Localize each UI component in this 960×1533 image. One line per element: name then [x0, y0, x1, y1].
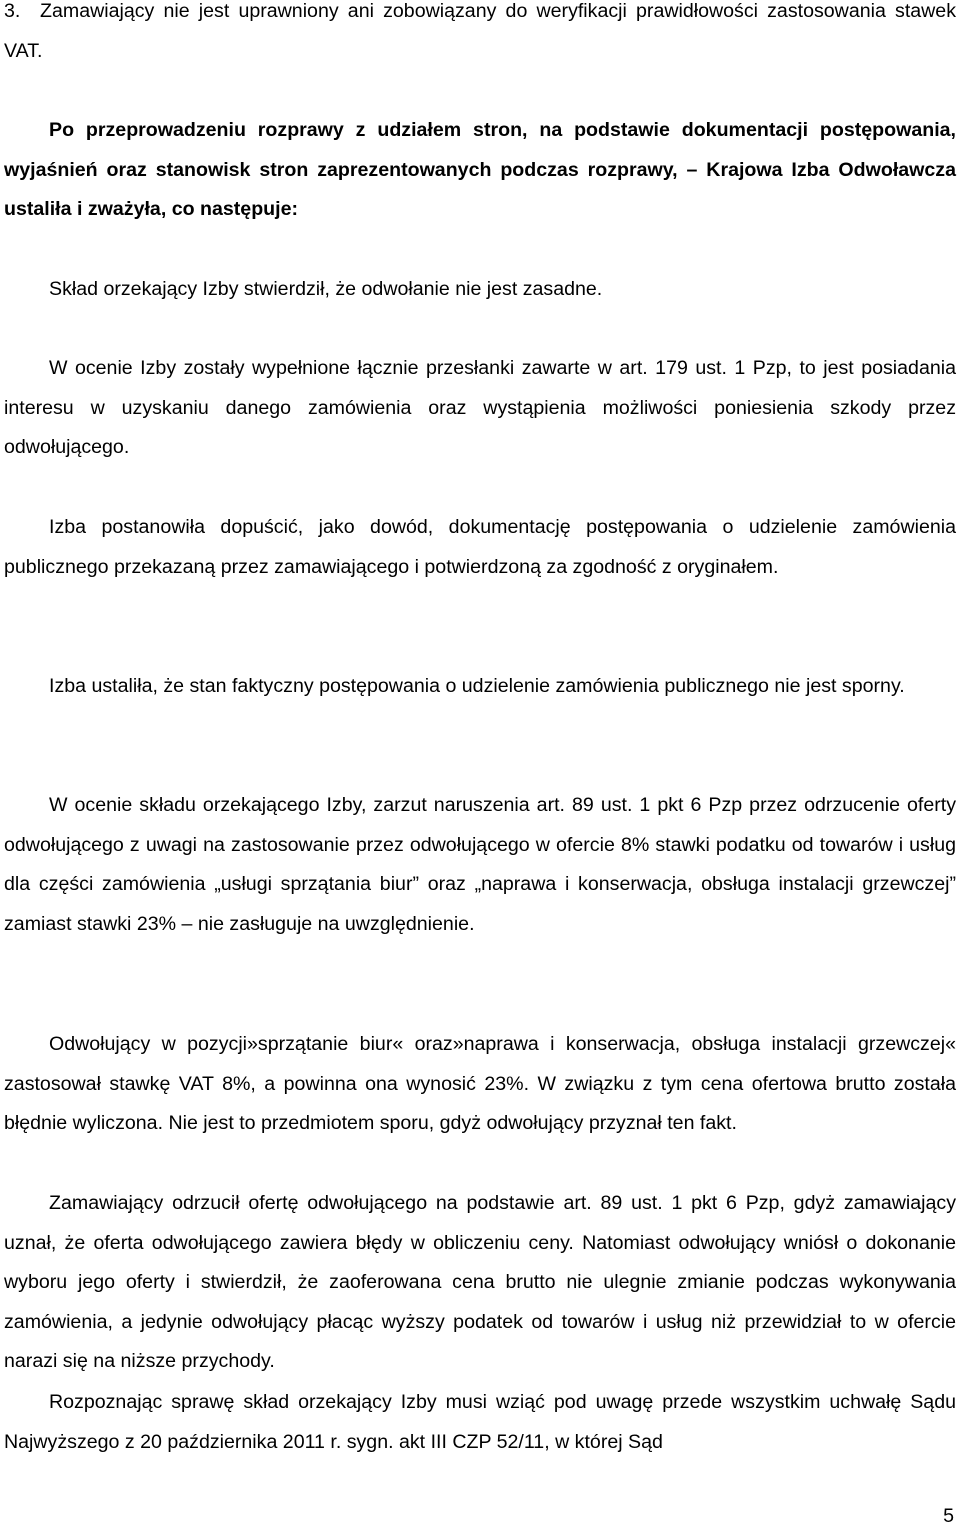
supreme-court-paragraph: Rozpoznając sprawę skład orzekający Izby musi wziąć pod uwagę przede wszystkim uchwałę Sądu Najwyższego z 20 października 2011 r. sygn. akt III CZP 52/11, w której Sąd [4, 1391, 956, 1453]
page-number: 5 [943, 1505, 954, 1527]
findings-intro-paragraph: Po przeprowadzeniu rozprawy z udziałem stron, na podstawie dokumentacji postępowania, wyjaśnień oraz stanowisk stron zaprezentowanych podczas rozprawy, – Krajowa Izba Odwoławcza ustaliła i zważyła, co następuje: [4, 119, 956, 221]
appeal-unfounded-paragraph: Skład orzekający Izby stwierdził, że odwołanie nie jest zasadne. [49, 278, 603, 300]
evidence-paragraph: Izba postanowiła dopuścić, jako dowód, dokumentację postępowania o udzielenie zamówienia publicznego przekazaną przez zamawiającego i potwierdzoną za zgodność z oryginałem. [4, 516, 956, 578]
list-item-3 [4, 0, 956, 71]
premises-paragraph: W ocenie Izby zostały wypełnione łącznie przesłanki zawarte w art. 179 ust. 1 Pzp, to jest posiadania interesu w uzyskaniu danego zamówienia oraz wystąpienia możliwości poniesienia szkody przez odwołującego. [4, 357, 956, 459]
vat-rate-paragraph: Odwołujący w pozycji»sprzątanie biur« oraz»naprawa i konserwacja, obsługa instalacji grzewczej« zastosował stawkę VAT 8%, a powinna ona wynosić 23%. W związku z tym cena ofertowa brutto została błędnie wyliczona. Nie jest to przedmiotem sporu, gdyż odwołujący przyznał ten fakt. [4, 1033, 956, 1135]
facts-paragraph: Izba ustaliła, że stan faktyczny postępowania o udzielenie zamówienia publicznego nie jest sporny. [49, 675, 905, 697]
charge-assessment-paragraph: W ocenie składu orzekającego Izby, zarzut naruszenia art. 89 ust. 1 pkt 6 Pzp przez odrzucenie oferty odwołującego z uwagi na zastosowanie przez odwołującego w ofercie 8% stawki podatku od towarów i usług dla części zamówienia „usługi sprzątania biur” oraz „naprawa i konserwacja, obsługa instalacji grzewczej” zamiast stawki 23% – nie zasługuje na uwzględnienie. [4, 794, 956, 935]
list-item-text: Zamawiający nie jest uprawniony ani zobowiązany do weryfikacji prawidłowości zastosowania stawek VAT. [4, 0, 956, 62]
rejection-paragraph: Zamawiający odrzucił ofertę odwołującego na podstawie art. 89 ust. 1 pkt 6 Pzp, gdyż zamawiający uznał, że oferta odwołującego zawiera błędy w obliczeniu ceny. Natomiast odwołujący wniósł o dokonanie wyboru jego oferty i stwierdził, że zaoferowana cena brutto nie ulegnie zmianie podczas wykonywania zamówienia, a jedynie odwołujący płacąc wyższy podatek od towarów i usług niż przewidział to w ofercie narazi się na niższe przychody. [4, 1192, 956, 1373]
list-item-number: 3. [4, 0, 21, 22]
